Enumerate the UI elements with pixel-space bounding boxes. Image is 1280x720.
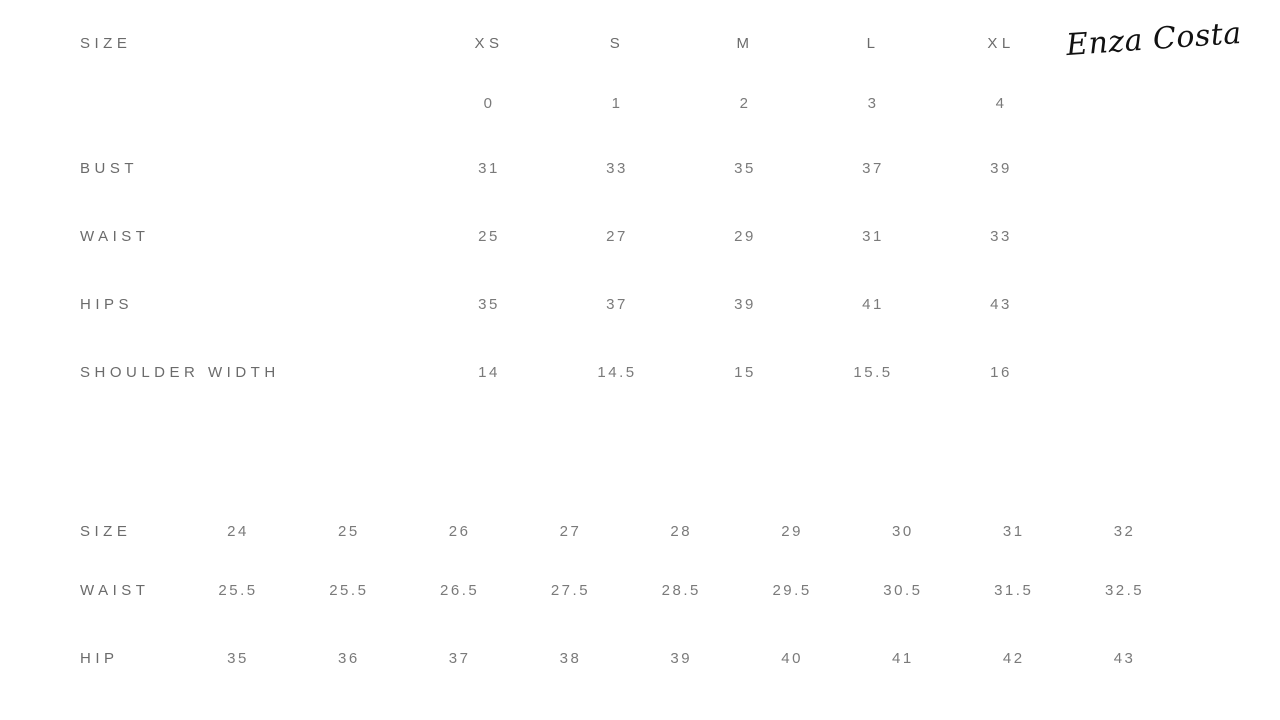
numeric-size-xs: 0 [483, 94, 495, 112]
denim-column-header-26: 26 [448, 522, 471, 540]
table-header-row [80, 506, 1180, 556]
denim-cell-waist-27: 27.5 [550, 581, 591, 599]
denim-column-header-30: 30 [892, 522, 914, 540]
cell-bust-m: 35 [734, 159, 756, 177]
table-row [80, 270, 1065, 338]
cell-waist-s: 27 [606, 227, 628, 245]
denim-cell-waist-30: 30.5 [883, 581, 923, 599]
column-header-l: L [866, 34, 880, 52]
numeric-size-m: 2 [739, 94, 751, 112]
table-row [80, 202, 1065, 270]
denim-column-header-24: 24 [227, 522, 249, 540]
table-row [80, 556, 1180, 624]
denim-cell-waist-29: 29.5 [772, 581, 812, 599]
row-label-bust: BUST [80, 159, 139, 177]
cell-hips-xl: 43 [990, 295, 1012, 313]
cell-bust-s: 33 [606, 159, 628, 177]
denim-column-header-size: SIZE [80, 522, 132, 540]
table-numeric-size-row [80, 72, 1065, 134]
cell-hips-s: 37 [606, 295, 628, 313]
numeric-size-xl: 4 [995, 94, 1007, 112]
cell-waist-xl: 33 [990, 227, 1012, 245]
denim-cell-hip-29: 40 [781, 649, 803, 667]
column-header-s: S [609, 34, 625, 52]
cell-hips-xs: 35 [478, 295, 500, 313]
apparel-size-table [80, 14, 1065, 406]
brand-logo: Enza Costa [1065, 15, 1244, 64]
row-label-hips: HIPS [80, 295, 134, 313]
denim-cell-waist-24: 25.5 [218, 581, 258, 599]
cell-hips-m: 39 [734, 295, 756, 313]
denim-size-table [80, 506, 1180, 692]
denim-row-label-waist: WAIST [80, 581, 150, 599]
cell-bust-xs: 31 [478, 159, 500, 177]
denim-cell-hip-25: 36 [337, 649, 360, 667]
cell-shoulder-m: 15 [734, 363, 756, 381]
row-label-waist: WAIST [80, 227, 150, 245]
denim-cell-waist-26: 26.5 [440, 581, 480, 599]
column-header-m: M [736, 34, 754, 52]
cell-bust-l: 37 [862, 159, 884, 177]
denim-column-header-27: 27 [559, 522, 582, 540]
table-row [80, 134, 1065, 202]
denim-cell-hip-24: 35 [227, 649, 249, 667]
cell-shoulder-l: 15.5 [853, 363, 893, 381]
denim-cell-hip-30: 41 [892, 649, 914, 667]
denim-column-header-32: 32 [1113, 522, 1136, 540]
cell-waist-xs: 25 [478, 227, 500, 245]
cell-hips-l: 41 [862, 295, 884, 313]
cell-bust-xl: 39 [990, 159, 1012, 177]
denim-column-header-28: 28 [670, 522, 693, 540]
numeric-size-s: 1 [611, 94, 623, 112]
table-row [80, 624, 1180, 692]
denim-row-label-hip: HIP [80, 649, 119, 667]
cell-shoulder-xl: 16 [990, 363, 1012, 381]
cell-shoulder-xs: 14 [478, 363, 500, 381]
denim-cell-waist-25: 25.5 [329, 581, 369, 599]
denim-cell-waist-31: 31.5 [994, 581, 1034, 599]
column-header-xs: XS [474, 34, 504, 52]
numeric-size-l: 3 [867, 94, 879, 112]
denim-cell-hip-31: 42 [1002, 649, 1025, 667]
denim-cell-waist-32: 32.5 [1104, 581, 1145, 599]
row-label-shoulder-width: SHOULDER WIDTH [80, 363, 280, 381]
denim-cell-hip-28: 39 [670, 649, 693, 667]
table-row [80, 338, 1065, 406]
column-header-xl: XL [987, 34, 1015, 52]
denim-column-header-31: 31 [1002, 522, 1025, 540]
numeric-size-label [80, 72, 425, 134]
denim-cell-waist-28: 28.5 [661, 581, 701, 599]
denim-cell-hip-27: 38 [559, 649, 582, 667]
cell-waist-m: 29 [734, 227, 756, 245]
denim-column-header-25: 25 [337, 522, 360, 540]
cell-waist-l: 31 [862, 227, 884, 245]
table-header-row [80, 14, 1065, 72]
denim-column-header-29: 29 [781, 522, 803, 540]
cell-shoulder-s: 14.5 [597, 363, 637, 381]
denim-cell-hip-26: 37 [448, 649, 471, 667]
column-header-size: SIZE [80, 34, 132, 52]
denim-cell-hip-32: 43 [1113, 649, 1136, 667]
